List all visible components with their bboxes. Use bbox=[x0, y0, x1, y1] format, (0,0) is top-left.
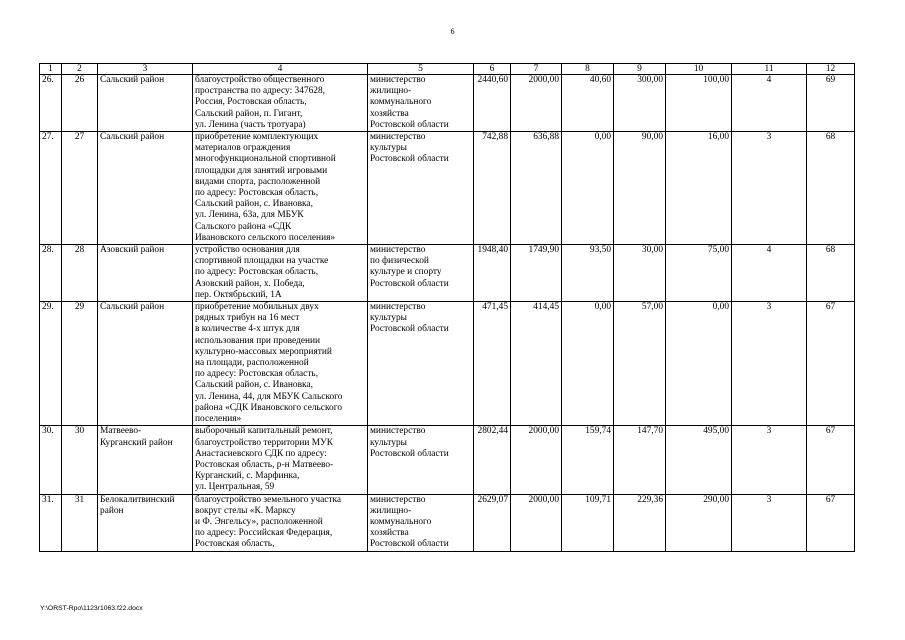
score-cell: 67 bbox=[807, 426, 855, 494]
column-header: 6 bbox=[474, 64, 511, 75]
score-cell: 3 bbox=[732, 494, 807, 551]
score-cell: 68 bbox=[807, 132, 855, 245]
value-cell: 57,00 bbox=[614, 302, 666, 426]
score-cell: 4 bbox=[732, 75, 807, 132]
value-cell: 75,00 bbox=[666, 245, 732, 302]
ministry-cell: министерство культуры Ростовской области bbox=[368, 132, 474, 245]
row-number-cell: 29. bbox=[40, 302, 62, 426]
value-cell: 0,00 bbox=[666, 302, 732, 426]
value-cell: 636,88 bbox=[511, 132, 562, 245]
value-cell: 93,50 bbox=[562, 245, 614, 302]
row-number-cell: 31. bbox=[40, 494, 62, 551]
score-cell: 3 bbox=[732, 426, 807, 494]
column-header: 2 bbox=[62, 64, 98, 75]
column-header: 8 bbox=[562, 64, 614, 75]
page-number: 6 bbox=[450, 27, 455, 36]
column-header: 5 bbox=[368, 64, 474, 75]
value-cell: 471,45 bbox=[474, 302, 511, 426]
description-cell: устройство основания для спортивной площадки на участке по адресу: Ростовская область, Азовский район, х. Победа, пер. Октябрьский, 1А bbox=[193, 245, 368, 302]
ministry-cell: министерство жилищно- коммунального хозяйства Ростовской области bbox=[368, 494, 474, 551]
value-cell: 2440,60 bbox=[474, 75, 511, 132]
index-cell: 26 bbox=[62, 75, 98, 132]
score-cell: 4 bbox=[732, 245, 807, 302]
value-cell: 16,00 bbox=[666, 132, 732, 245]
value-cell: 100,00 bbox=[666, 75, 732, 132]
table-row bbox=[40, 245, 855, 302]
index-cell: 29 bbox=[62, 302, 98, 426]
ministry-cell: министерство по физической культуре и спорту Ростовской области bbox=[368, 245, 474, 302]
value-cell: 742,88 bbox=[474, 132, 511, 245]
table-row bbox=[40, 494, 855, 551]
header-row bbox=[40, 64, 855, 75]
value-cell: 90,00 bbox=[614, 132, 666, 245]
value-cell: 1749,90 bbox=[511, 245, 562, 302]
district-cell: Белокалитвинский район bbox=[98, 494, 193, 551]
description-cell: благоустройство общественного пространства по адресу: 347628, Россия, Ростовская область, Сальский район, п. Гигант, ул. Ленина (часть тротуара) bbox=[193, 75, 368, 132]
column-header: 1 bbox=[40, 64, 62, 75]
value-cell: 2000,00 bbox=[511, 494, 562, 551]
row-number-cell: 30. bbox=[40, 426, 62, 494]
value-cell: 495,00 bbox=[666, 426, 732, 494]
description-cell: приобретение мобильных двух рядных трибун на 16 мест в количестве 4-х штук для использования при проведении культурно-массовых мероприятий на площади, расположенной по адресу: Ростовская область, Сальский район, с. Ивановка, ул. Ленина, 44, для МБУК Сальского района «СДК Ивановского сельского поселения» bbox=[193, 302, 368, 426]
table-row bbox=[40, 75, 855, 132]
score-cell: 67 bbox=[807, 302, 855, 426]
value-cell: 109,71 bbox=[562, 494, 614, 551]
column-header: 3 bbox=[98, 64, 193, 75]
row-number-cell: 28. bbox=[40, 245, 62, 302]
table-row bbox=[40, 302, 855, 426]
description-cell: выборочный капитальный ремонт, благоустройство территории МУК Анастасиевского СДК по адресу: Ростовская область, р-н Матвеево- Курганский, с. Марфинка, ул. Центральная, 59 bbox=[193, 426, 368, 494]
value-cell: 2629,07 bbox=[474, 494, 511, 551]
value-cell: 0,00 bbox=[562, 132, 614, 245]
table-row bbox=[40, 426, 855, 494]
value-cell: 2000,00 bbox=[511, 426, 562, 494]
value-cell: 30,00 bbox=[614, 245, 666, 302]
index-cell: 31 bbox=[62, 494, 98, 551]
district-cell: Сальский район bbox=[98, 132, 193, 245]
column-header: 9 bbox=[614, 64, 666, 75]
district-cell: Матвеево- Курганский район bbox=[98, 426, 193, 494]
description-cell: приобретение комплектующих материалов ограждения многофункциональной спортивной площадки для занятий игровыми видами спорта, расположенной по адресу: Ростовская область, Сальский район, с. Ивановка, ул. Ленина, 63а, для МБУК Сальского района «СДК Ивановского сельского поселения» bbox=[193, 132, 368, 245]
score-cell: 3 bbox=[732, 132, 807, 245]
district-cell: Сальский район bbox=[98, 302, 193, 426]
value-cell: 414,45 bbox=[511, 302, 562, 426]
index-cell: 30 bbox=[62, 426, 98, 494]
score-cell: 67 bbox=[807, 494, 855, 551]
score-cell: 68 bbox=[807, 245, 855, 302]
value-cell: 159,74 bbox=[562, 426, 614, 494]
value-cell: 40,60 bbox=[562, 75, 614, 132]
value-cell: 229,36 bbox=[614, 494, 666, 551]
index-cell: 27 bbox=[62, 132, 98, 245]
ministry-cell: министерство культуры Ростовской области bbox=[368, 426, 474, 494]
district-cell: Сальский район bbox=[98, 75, 193, 132]
value-cell: 147,70 bbox=[614, 426, 666, 494]
column-header: 12 bbox=[807, 64, 855, 75]
score-cell: 3 bbox=[732, 302, 807, 426]
row-number-cell: 26. bbox=[40, 75, 62, 132]
document-path: Y:\ORST-Rpo\1123r1063.f22.docx bbox=[40, 605, 143, 612]
description-cell: благоустройство земельного участка вокруг стелы «К. Марксу и Ф. Энгельсу», расположенной по адресу: Российская Федерация, Ростовская область, bbox=[193, 494, 368, 551]
table-row bbox=[40, 132, 855, 245]
value-cell: 0,00 bbox=[562, 302, 614, 426]
index-cell: 28 bbox=[62, 245, 98, 302]
column-header: 11 bbox=[732, 64, 807, 75]
value-cell: 2000,00 bbox=[511, 75, 562, 132]
score-cell: 69 bbox=[807, 75, 855, 132]
row-number-cell: 27. bbox=[40, 132, 62, 245]
data-table bbox=[39, 63, 855, 552]
value-cell: 1948,40 bbox=[474, 245, 511, 302]
district-cell: Азовский район bbox=[98, 245, 193, 302]
column-header: 4 bbox=[193, 64, 368, 75]
column-header: 7 bbox=[511, 64, 562, 75]
value-cell: 290,00 bbox=[666, 494, 732, 551]
ministry-cell: министерство жилищно- коммунального хозяйства Ростовской области bbox=[368, 75, 474, 132]
column-header: 10 bbox=[666, 64, 732, 75]
value-cell: 2802,44 bbox=[474, 426, 511, 494]
ministry-cell: министерство культуры Ростовской области bbox=[368, 302, 474, 426]
value-cell: 300,00 bbox=[614, 75, 666, 132]
